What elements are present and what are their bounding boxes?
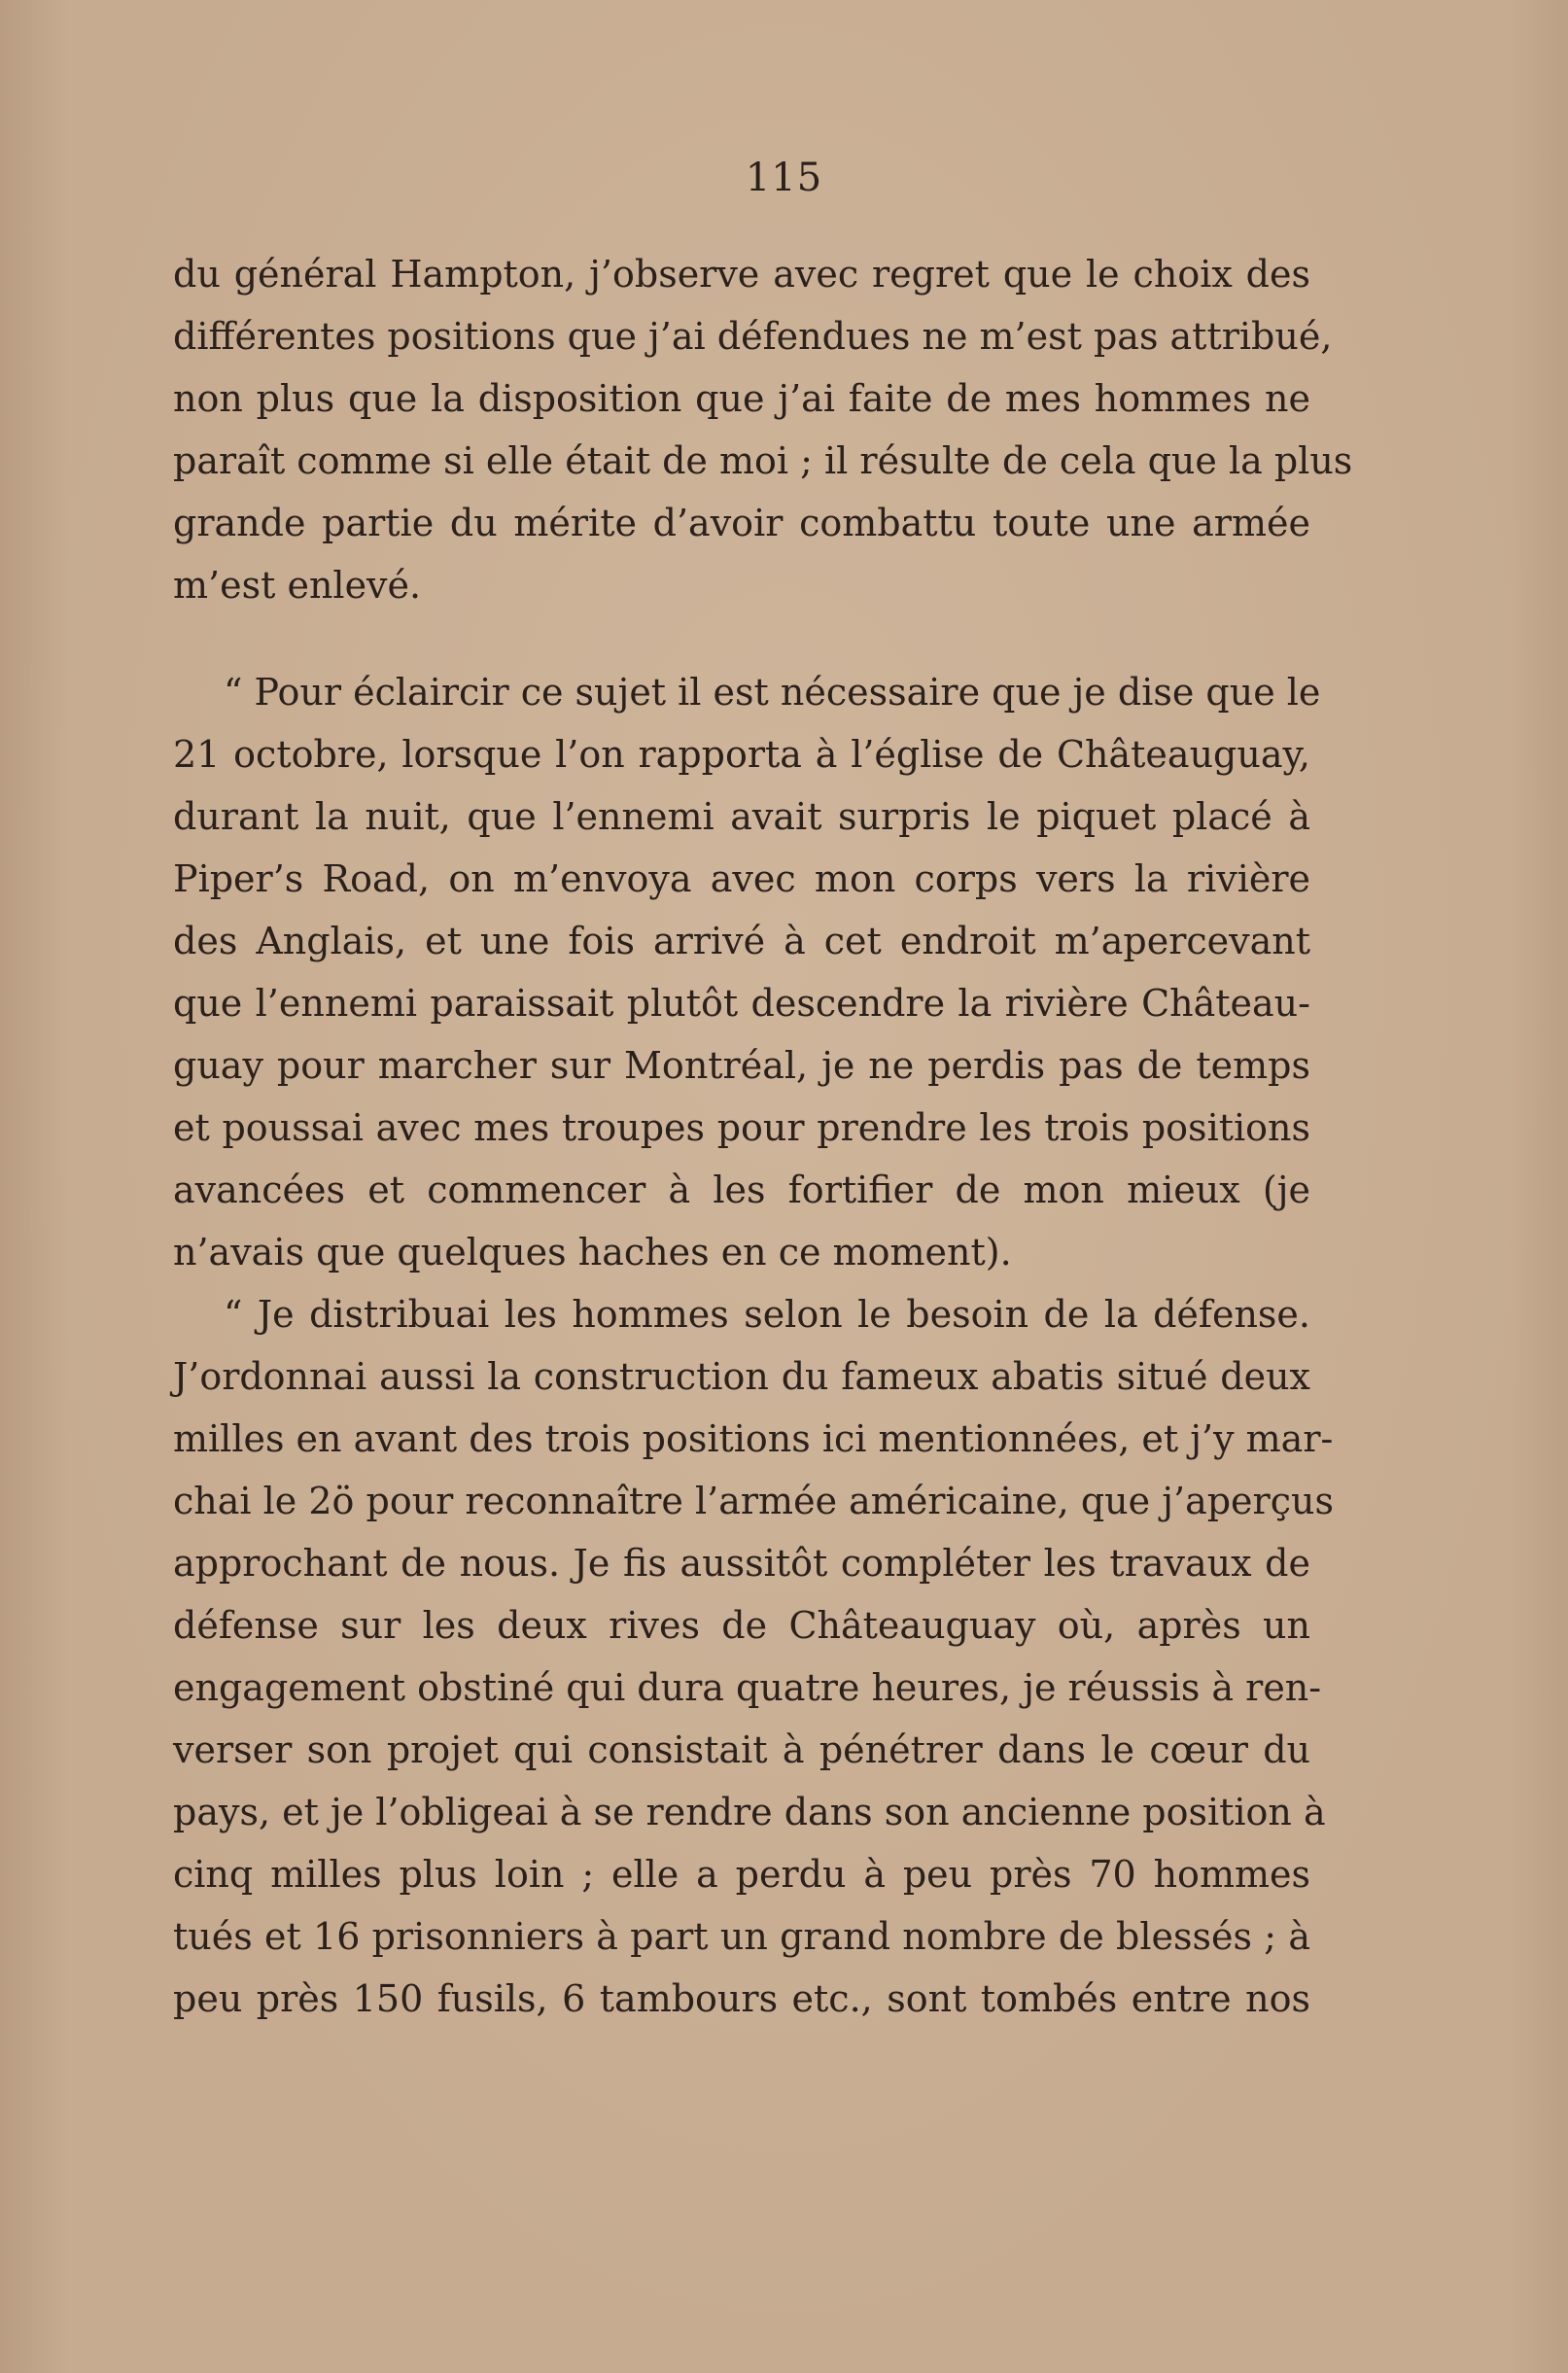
text-line: paraît comme si elle était de moi ; il résulte de cela que la plus: [173, 439, 1353, 482]
text-line: Piper’s Road, on m’envoya avec mon corps vers la rivière: [173, 857, 1310, 900]
text-line: “ Pour éclaircir ce sujet il est nécessaire que je dise que le: [224, 671, 1321, 714]
text-line: “ Je distribuai les hommes selon le besoin de la défense.: [224, 1293, 1310, 1336]
text-line: 21 octobre, lorsque l’on rapporta à l’église de Châteauguay,: [173, 733, 1310, 776]
text-line: tués et 16 prisonniers à part un grand nombre de blessés ; à: [173, 1915, 1310, 1958]
text-line: du général Hampton, j’observe avec regret que le choix des: [173, 253, 1310, 296]
text-line: chai le 2ö pour reconnaître l’armée américaine, que j’aperçus: [173, 1480, 1334, 1522]
text-line: engagement obstiné qui dura quatre heures, je réussis à ren-: [173, 1666, 1322, 1709]
paragraph-1: [173, 243, 1353, 616]
text-line: grande partie du mérite d’avoir combattu toute une armée: [173, 502, 1310, 544]
text-line: défense sur les deux rives de Châteauguay où, après un: [173, 1604, 1310, 1647]
text-line: milles en avant des trois positions ici mentionnées, et j’y mar-: [173, 1417, 1334, 1460]
page-number: 115: [745, 156, 823, 200]
text-line: que l’ennemi paraissait plutôt descendre la rivière Château-: [173, 982, 1310, 1025]
text-line: cinq milles plus loin ; elle a perdu à peu près 70 hommes: [173, 1853, 1310, 1896]
text-line: durant la nuit, que l’ennemi avait surpris le piquet placé à: [173, 795, 1310, 838]
text-line: avancées et commencer à les fortifier de mon mieux (je: [173, 1169, 1310, 1211]
paragraph-2: [173, 661, 1321, 1283]
text-line: des Anglais, et une fois arrivé à cet endroit m’apercevant: [173, 920, 1310, 962]
text-line: guay pour marcher sur Montréal, je ne perdis pas de temps: [173, 1044, 1310, 1087]
text-line: verser son projet qui consistait à pénétrer dans le cœur du: [173, 1728, 1310, 1771]
paragraph-3: [173, 1283, 1334, 2030]
text-line: n’avais que quelques haches en ce moment).: [173, 1231, 1012, 1274]
text-line: approchant de nous. Je fis aussitôt compléter les travaux de: [173, 1542, 1310, 1585]
text-line: J’ordonnai aussi la construction du fameux abatis situé deux: [173, 1355, 1310, 1398]
text-line: peu près 150 fusils, 6 tambours etc., sont tombés entre nos: [173, 1977, 1310, 2020]
text-line: non plus que la disposition que j’ai faite de mes hommes ne: [173, 377, 1310, 420]
text-line: différentes positions que j’ai défendues ne m’est pas attribué,: [173, 315, 1333, 358]
text-line: m’est enlevé.: [173, 564, 422, 607]
text-line: et poussai avec mes troupes pour prendre les trois positions: [173, 1106, 1310, 1149]
text-line: pays, et je l’obligeai à se rendre dans son ancienne position à: [173, 1791, 1326, 1833]
